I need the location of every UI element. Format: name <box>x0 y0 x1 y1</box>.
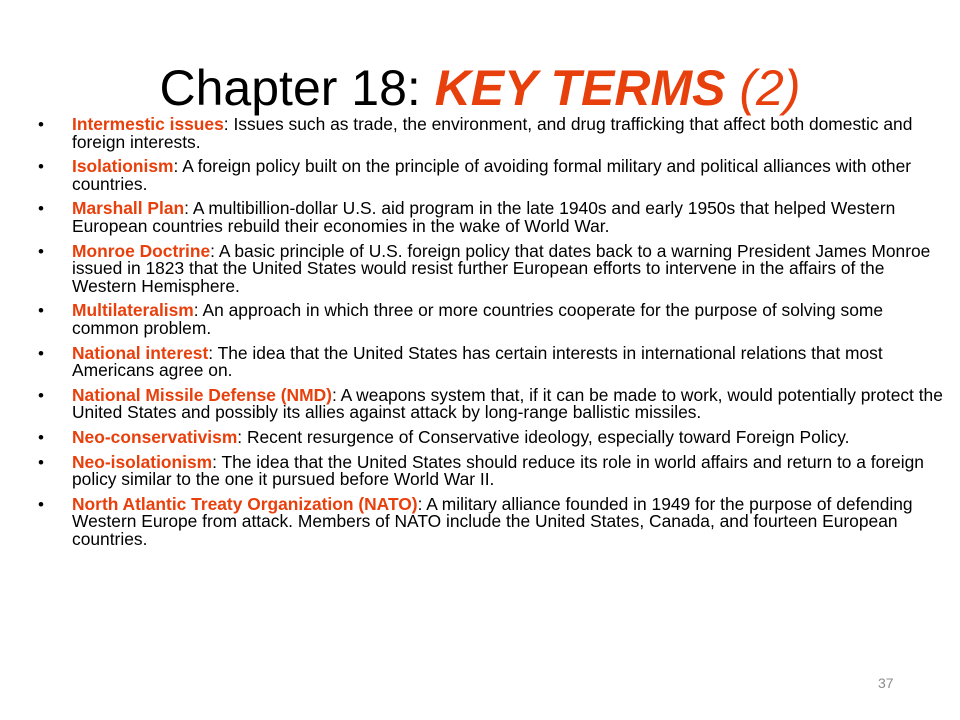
term-definition: A military alliance founded in 1949 for the purpose of defending Western Europe from attack. Members of NATO include the United States, Canada, and fourteen European countries. <box>72 493 913 549</box>
term-definition: A multibillion-dollar U.S. aid program in the late 1940s and early 1950s that helped Western European countries rebuild their economies in the wake of World War. <box>72 198 896 236</box>
bullet-icon: • <box>38 494 44 514</box>
bullet-icon: • <box>38 427 44 447</box>
title-prefix: Chapter 18: <box>159 60 435 116</box>
term-name: Neo-conservativism <box>72 426 238 447</box>
term-item: • Neo-isolationism: The idea that the United States should reduce its role in world affairs and return to a foreign policy similar to the one it pursued before World War II. <box>38 451 924 490</box>
bullet-icon: • <box>38 157 44 177</box>
term-item: • Marshall Plan: A multibillion-dollar U.S. aid program in the late 1940s and early 1950s that helped Western European countries rebuild their economies in the wake of World War. <box>38 198 896 236</box>
bullet-icon: • <box>38 115 44 134</box>
term-definition: The idea that the United States should reduce its role in world affairs and return to a foreign policy similar to the one it pursued before World War II. <box>72 451 924 490</box>
bullet-icon: • <box>38 199 44 219</box>
term-definition: A weapons system that, if it can be made to work, would potentially protect the United States and possibly its allies against attack by long-range ballistic missiles. <box>72 384 943 423</box>
term-name: Isolationism <box>72 156 174 177</box>
bullet-icon: • <box>38 385 44 405</box>
bullet-icon: • <box>38 452 44 472</box>
term-item: • Multilateralism: An approach in which three or more countries cooperate for the purpose of solving some common problem. <box>38 300 884 338</box>
term-definition: An approach in which three or more countries cooperate for the purpose of solving some common problem. <box>72 300 884 338</box>
term-name: Marshall Plan <box>72 198 185 219</box>
term-name: Intermestic issues <box>72 114 224 134</box>
term-item: • National Missile Defense (NMD): A weapons system that, if it can be made to work, would potentially protect the United States and possibly its allies against attack by long-range ballistic missiles. <box>38 384 943 423</box>
bullet-icon: • <box>38 301 44 321</box>
term-definition: A foreign policy built on the principle of avoiding formal military and political alliances with other countries. <box>72 156 912 194</box>
term-definition: The idea that the United States has certain interests in international relations that most Americans agree on. <box>72 342 883 381</box>
term-item: • Neo-conservativism: Recent resurgence of Conservative ideology, especially toward Foreign Policy. <box>38 426 850 447</box>
slide-title <box>0 58 960 118</box>
title-suffix: (2) <box>725 60 801 116</box>
term-item: • Isolationism: A foreign policy built on the principle of avoiding formal military and political alliances with other countries. <box>38 156 912 194</box>
bullet-icon: • <box>38 241 44 261</box>
term-name: Neo-isolationism <box>72 451 213 472</box>
term-definition: Recent resurgence of Conservative ideology, especially toward Foreign Policy. <box>246 426 850 447</box>
title-highlight: KEY TERMS <box>434 60 726 116</box>
term-item: • North Atlantic Treaty Organization (NATO): A military alliance founded in 1949 for the purpose of defending Western Europe from attack. Members of NATO include the United States, Canada, and fourteen European countries. <box>38 493 913 549</box>
term-definition: A basic principle of U.S. foreign policy that dates back to a warning President James Monroe issued in 1823 that the United States would resist further European efforts to intervene in the affairs of the Western Hemisphere. <box>72 240 931 296</box>
term-name: Monroe Doctrine <box>72 240 211 261</box>
term-name: Multilateralism <box>72 300 194 321</box>
page-number: 37 <box>878 675 894 691</box>
term-name: National Missile Defense (NMD) <box>72 384 332 405</box>
bullet-icon: • <box>38 343 44 363</box>
key-terms-list <box>30 116 948 555</box>
term-item: • Monroe Doctrine: A basic principle of U.S. foreign policy that dates back to a warning President James Monroe issued in 1823 that the United States would resist further European efforts to intervene in the affairs of the Western Hemisphere. <box>38 240 931 296</box>
term-item: • National interest: The idea that the United States has certain interests in international relations that most Americans agree on. <box>38 342 883 381</box>
term-name: North Atlantic Treaty Organization (NATO) <box>72 493 418 514</box>
term-name: National interest <box>72 342 209 363</box>
term-definition: Issues such as trade, the environment, and drug trafficking that affect both domestic and foreign interests. <box>72 114 913 152</box>
term-item: • Intermestic issues: Issues such as trade, the environment, and drug trafficking that affect both domestic and foreign interests. <box>38 114 913 152</box>
